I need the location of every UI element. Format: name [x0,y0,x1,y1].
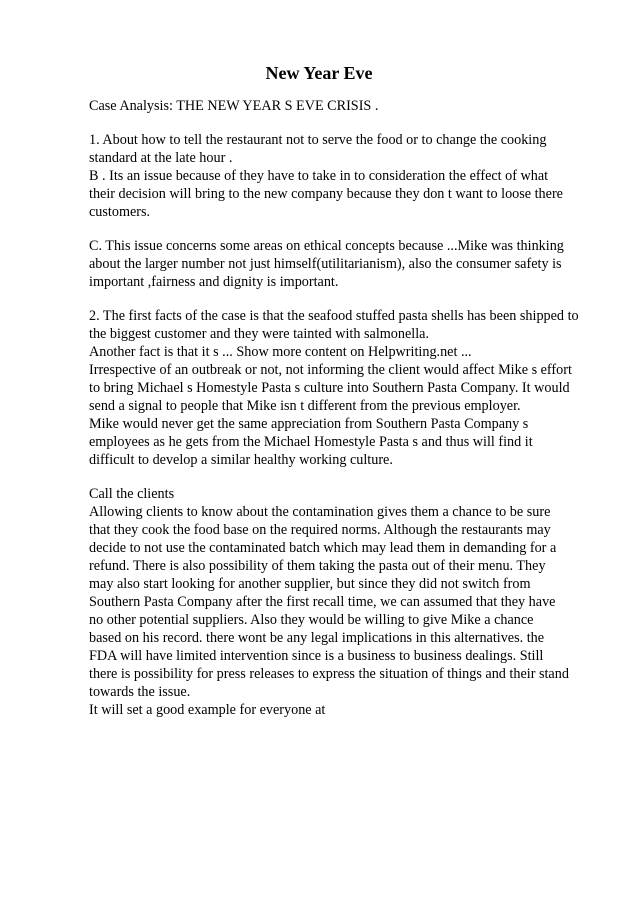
text-line: customers. [89,204,151,220]
text-line: difficult to develop a similar healthy working culture. [89,452,393,468]
section-heading: Call the clients [89,486,175,502]
text-line: Another fact is that it s ... Show more content on Helpwriting.net ... [89,344,472,360]
text-line: B . Its an issue because of they have to take in to consideration the effect of what [89,168,549,184]
text-line: FDA will have limited intervention since is a business to business dealings. Still [89,648,544,664]
text-line: C. This issue concerns some areas on ethical concepts because ...Mike was thinking [89,238,564,254]
text-line: employees as he gets from the Michael Homestyle Pasta s and thus will find it [89,434,533,450]
text-line: the biggest customer and they were tainted with salmonella. [89,326,430,342]
text-line: refund. There is also possibility of them taking the pasta out of their menu. They [89,558,546,574]
text-line: Mike would never get the same appreciation from Southern Pasta Company s [89,416,529,432]
text-line: 2. The first facts of the case is that the seafood stuffed pasta shells has been shipped to [89,308,579,324]
text-line: standard at the late hour . [89,150,233,166]
text-line: send a signal to people that Mike isn t different from the previous employer. [89,398,521,414]
text-line: Irrespective of an outbreak or not, not informing the client would affect Mike s effort [89,362,572,378]
text-line: Southern Pasta Company after the first recall time, we can assumed that they have [89,594,556,610]
text-line: towards the issue. [89,684,191,700]
text-line: about the larger number not just himself(utilitarianism), also the consumer safety is [89,256,562,272]
text-line: that they cook the food base on the required norms. Although the restaurants may [89,522,551,538]
text-line: decide to not use the contaminated batch which may lead them in demanding for a [89,540,557,556]
text-line: there is possibility for press releases to express the situation of things and their stand [89,666,569,682]
text-line: based on his record. there wont be any legal implications in this alternatives. the [89,630,545,646]
text-line: their decision will bring to the new company because they don t want to loose there [89,186,563,202]
text-line: important ,fairness and dignity is important. [89,274,339,290]
text-line: Case Analysis: THE NEW YEAR S EVE CRISIS . [89,98,379,114]
text-line: It will set a good example for everyone at [89,702,326,718]
text-line: no other potential suppliers. Also they would be willing to give Mike a chance [89,612,534,628]
text-line: 1. About how to tell the restaurant not to serve the food or to change the cooking [89,132,547,148]
text-line: to bring Michael s Homestyle Pasta s culture into Southern Pasta Company. It would [89,380,570,396]
page-title: New Year Eve [265,63,373,83]
text-line: Allowing clients to know about the contamination gives them a chance to be sure [89,504,551,520]
text-line: may also start looking for another supplier, but since they did not switch from [89,576,531,592]
